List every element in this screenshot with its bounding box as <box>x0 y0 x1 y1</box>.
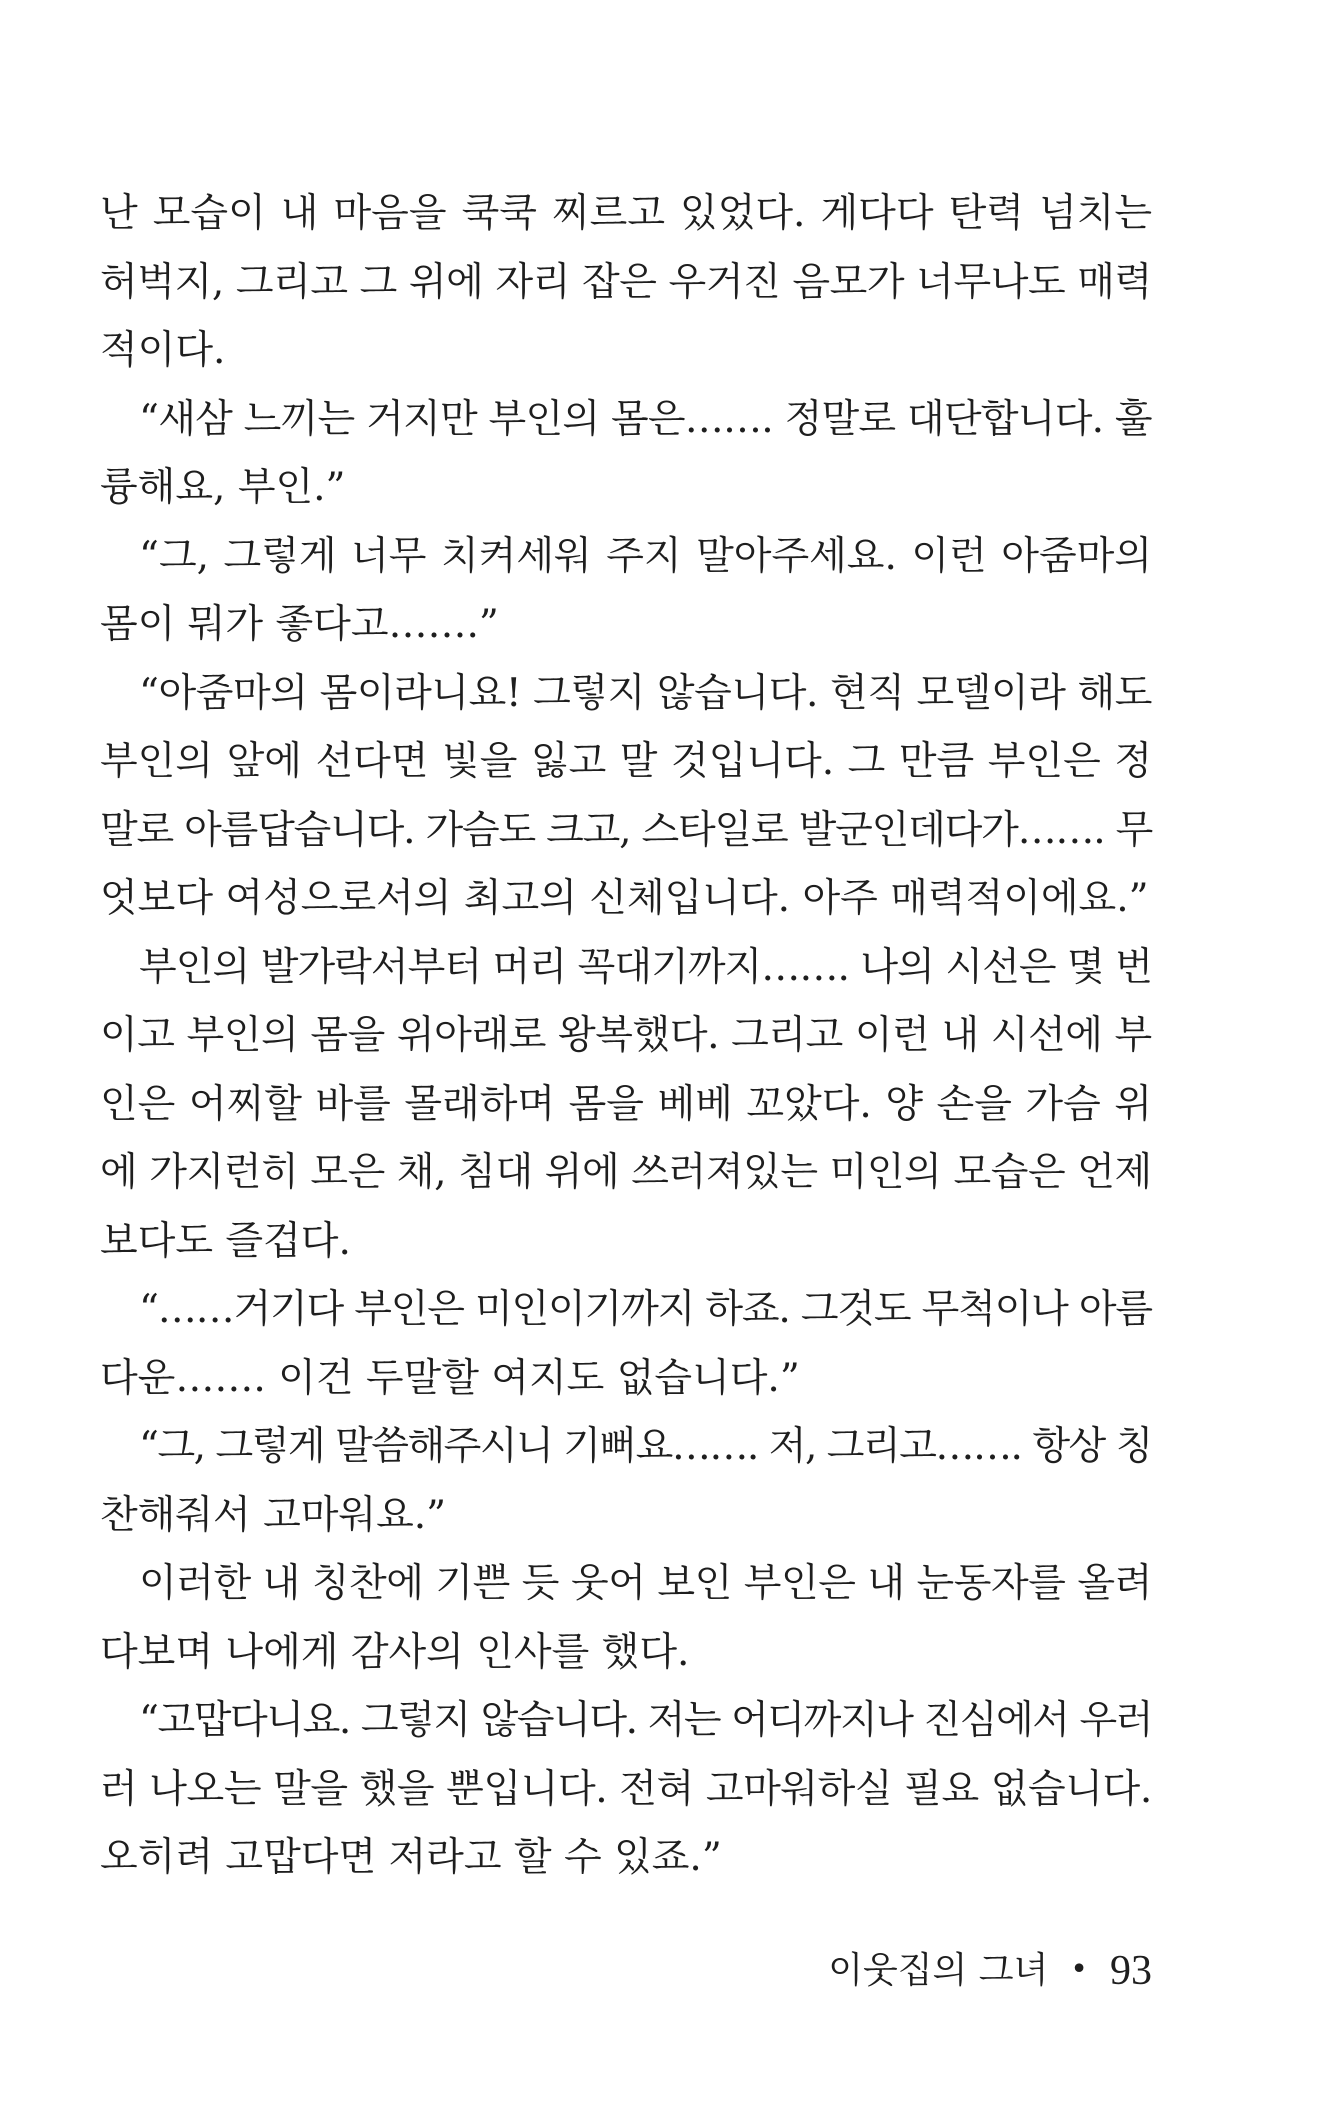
text-line: 난 모습이 내 마음을 쿡쿡 찌르고 있었다. 게다다 탄력 넘치는 <box>100 191 1152 236</box>
page-footer <box>828 1945 1152 1996</box>
text-line: 찬해줘서 고마워요.” <box>100 1492 447 1538</box>
body-text <box>100 180 1152 1893</box>
text-line: 보다도 즐겁다. <box>100 1218 351 1264</box>
text-line: 륭해요, 부인.” <box>100 465 346 510</box>
text-line: “그, 그렇게 너무 치켜세워 주지 말아주세요. 이런 아줌마의 <box>139 533 1152 579</box>
text-line: 몸이 뭐가 좋다고…….” <box>100 602 499 647</box>
text-line: 부인의 앞에 선다면 빛을 잃고 말 것입니다. 그 만큼 부인은 정 <box>100 739 1152 784</box>
text-line: “……거기다 부인은 미인이기까지 하죠. 그것도 무척이나 아름 <box>139 1287 1152 1332</box>
text-line: 허벅지, 그리고 그 위에 자리 잡은 우거진 음모가 너무나도 매력 <box>100 259 1152 305</box>
text-line: 이러한 내 칭찬에 기쁜 듯 웃어 보인 부인은 내 눈동자를 올려 <box>139 1561 1152 1606</box>
bullet-separator: • <box>1070 1952 1088 1987</box>
running-title: 이웃집의 그녀 <box>828 1950 1049 1991</box>
text-line: 다보며 나에게 감사의 인사를 했다. <box>100 1629 690 1675</box>
text-line: “새삼 느끼는 거지만 부인의 몸은……. 정말로 대단합니다. 훌 <box>139 396 1152 442</box>
text-line: 이고 부인의 몸을 위아래로 왕복했다. 그리고 이런 내 시선에 부 <box>100 1013 1152 1058</box>
text-line: 적이다. <box>100 328 226 373</box>
text-line: “고맙다니요. 그렇지 않습니다. 저는 어디까지나 진심에서 우러 <box>139 1698 1153 1743</box>
text-line: 인은 어찌할 바를 몰래하며 몸을 베베 꼬았다. 양 손을 가슴 위 <box>100 1081 1152 1127</box>
text-line: 러 나오는 말을 했을 뿐입니다. 전혀 고마워하실 필요 없습니다. <box>100 1766 1152 1812</box>
text-line: 엇보다 여성으로서의 최고의 신체입니다. 아주 매력적이에요.” <box>100 876 1149 921</box>
text-line: 다운……. 이건 두말할 여지도 없습니다.” <box>100 1355 800 1401</box>
text-line: 에 가지런히 모은 채, 침대 위에 쓰러져있는 미인의 모습은 언제 <box>100 1150 1152 1195</box>
text-line: “그, 그렇게 말씀해주시니 기뻐요……. 저, 그리고……. 항상 칭 <box>139 1424 1152 1469</box>
text-line: 말로 아름답습니다. 가슴도 크고, 스타일로 발군인데다가……. 무 <box>100 807 1153 853</box>
text-line: “아줌마의 몸이라니요! 그렇지 않습니다. 현직 모델이라 해도 <box>139 670 1153 716</box>
page-number: 93 <box>1110 1948 1152 1994</box>
text-line: 부인의 발가락서부터 머리 꼭대기까지……. 나의 시선은 몇 번 <box>139 944 1152 990</box>
text-line: 오히려 고맙다면 저라고 할 수 있죠.” <box>100 1835 722 1880</box>
